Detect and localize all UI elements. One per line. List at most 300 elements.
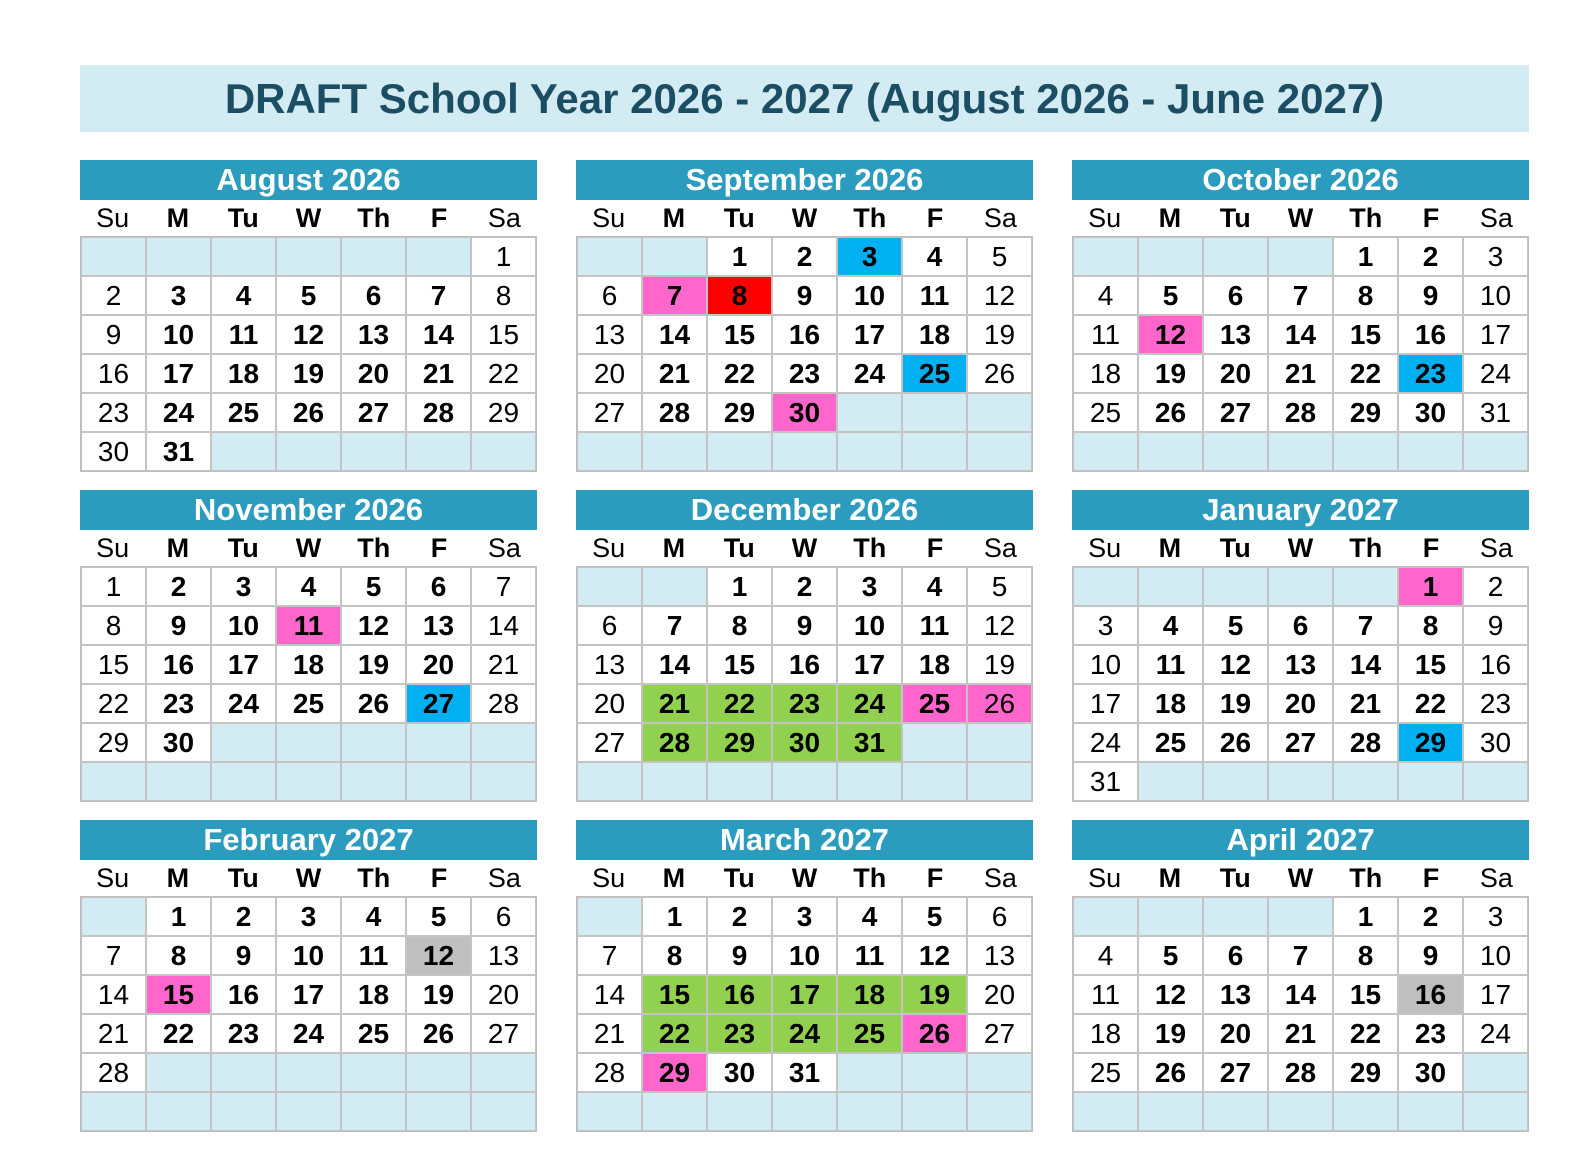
day-cell: 4 xyxy=(276,567,341,606)
day-cell: 13 xyxy=(406,606,471,645)
day-cell: 18 xyxy=(1073,1014,1138,1053)
empty-cell xyxy=(1268,762,1333,801)
empty-cell xyxy=(1073,567,1138,606)
day-cell: 6 xyxy=(967,897,1032,936)
day-cell: 17 xyxy=(146,354,211,393)
weekday-label: F xyxy=(1422,533,1440,563)
day-cell: 28 xyxy=(1268,393,1333,432)
day-cell: 25 xyxy=(1138,723,1203,762)
weekday-label: Sa xyxy=(1479,863,1513,893)
day-cell: 8 xyxy=(1398,606,1463,645)
empty-cell xyxy=(1333,1092,1398,1131)
day-cell: 1 xyxy=(707,237,772,276)
empty-cell xyxy=(1333,762,1398,801)
day-cell: 5 xyxy=(341,567,406,606)
weekday-header-row xyxy=(1072,860,1529,896)
day-cell: 9 xyxy=(707,936,772,975)
day-cell: 4 xyxy=(1073,936,1138,975)
day-cell: 12 xyxy=(276,315,341,354)
weekday-label: Tu xyxy=(1219,533,1251,563)
weekday-label: Th xyxy=(853,863,887,893)
day-cell: 1 xyxy=(1333,237,1398,276)
weekday-label: W xyxy=(1287,863,1314,893)
weekday-label: M xyxy=(1158,863,1182,893)
day-cell: 31 xyxy=(1463,393,1528,432)
empty-cell xyxy=(406,723,471,762)
day-cell: 25 xyxy=(341,1014,406,1053)
weekday-header-row xyxy=(576,860,1033,896)
weekday-label: Sa xyxy=(1479,203,1513,233)
day-cell: 2 xyxy=(146,567,211,606)
empty-cell xyxy=(967,393,1032,432)
day-grid xyxy=(576,236,1033,472)
day-cell: 18 xyxy=(211,354,276,393)
day-cell: 4 xyxy=(341,897,406,936)
day-cell: 4 xyxy=(902,237,967,276)
day-grid xyxy=(80,236,537,472)
empty-cell xyxy=(146,1092,211,1131)
day-cell: 30 xyxy=(81,432,146,471)
day-cell: 1 xyxy=(81,567,146,606)
day-cell: 9 xyxy=(211,936,276,975)
day-cell: 13 xyxy=(471,936,536,975)
day-cell: 4 xyxy=(902,567,967,606)
weekday-label: Su xyxy=(96,863,130,893)
day-cell: 11 xyxy=(1138,645,1203,684)
weekday-label: W xyxy=(295,533,322,563)
day-cell: 15 xyxy=(146,975,211,1014)
day-cell: 20 xyxy=(967,975,1032,1014)
weekday-label: Sa xyxy=(983,863,1017,893)
empty-cell xyxy=(1398,432,1463,471)
weekday-label: Sa xyxy=(983,533,1017,563)
day-cell: 23 xyxy=(1398,1014,1463,1053)
day-cell: 4 xyxy=(1138,606,1203,645)
day-cell: 23 xyxy=(1398,354,1463,393)
month-calendar xyxy=(576,490,1033,802)
empty-cell xyxy=(577,567,642,606)
day-grid xyxy=(1072,896,1529,1132)
day-cell: 31 xyxy=(1073,762,1138,801)
day-cell: 11 xyxy=(276,606,341,645)
day-cell: 13 xyxy=(341,315,406,354)
empty-cell xyxy=(276,432,341,471)
day-cell: 19 xyxy=(406,975,471,1014)
month-calendar xyxy=(576,820,1033,1132)
day-cell: 17 xyxy=(1463,315,1528,354)
day-cell: 19 xyxy=(902,975,967,1014)
day-cell: 30 xyxy=(1463,723,1528,762)
weekday-label: F xyxy=(430,203,448,233)
empty-cell xyxy=(642,237,707,276)
day-cell: 28 xyxy=(577,1053,642,1092)
empty-cell xyxy=(81,897,146,936)
empty-cell xyxy=(1203,567,1268,606)
day-cell: 30 xyxy=(772,393,837,432)
day-cell: 12 xyxy=(967,606,1032,645)
day-grid xyxy=(80,566,537,802)
day-cell: 20 xyxy=(577,684,642,723)
empty-cell xyxy=(902,723,967,762)
empty-cell xyxy=(577,762,642,801)
weekday-label: M xyxy=(1158,203,1182,233)
day-cell: 15 xyxy=(1398,645,1463,684)
day-cell: 26 xyxy=(406,1014,471,1053)
day-cell: 18 xyxy=(1138,684,1203,723)
day-cell: 1 xyxy=(1333,897,1398,936)
month-title: October 2026 xyxy=(1072,160,1529,200)
weekday-label: Th xyxy=(1349,533,1383,563)
day-cell: 1 xyxy=(471,237,536,276)
day-cell: 2 xyxy=(1398,897,1463,936)
weekday-label: Tu xyxy=(227,863,259,893)
day-cell: 19 xyxy=(967,315,1032,354)
day-cell: 25 xyxy=(211,393,276,432)
empty-cell xyxy=(1463,1053,1528,1092)
day-cell: 23 xyxy=(772,684,837,723)
day-cell: 10 xyxy=(1463,276,1528,315)
day-cell: 22 xyxy=(707,354,772,393)
weekday-header-row xyxy=(80,200,537,236)
day-cell: 28 xyxy=(642,393,707,432)
day-cell: 4 xyxy=(837,897,902,936)
day-cell: 16 xyxy=(707,975,772,1014)
empty-cell xyxy=(1463,432,1528,471)
day-cell: 8 xyxy=(707,606,772,645)
day-cell: 10 xyxy=(837,276,902,315)
day-cell: 4 xyxy=(1073,276,1138,315)
day-cell: 9 xyxy=(772,606,837,645)
weekday-label: Th xyxy=(1349,863,1383,893)
day-cell: 27 xyxy=(577,393,642,432)
day-cell: 23 xyxy=(772,354,837,393)
empty-cell xyxy=(1073,237,1138,276)
day-cell: 13 xyxy=(577,315,642,354)
day-cell: 27 xyxy=(1203,1053,1268,1092)
empty-cell xyxy=(837,762,902,801)
day-cell: 9 xyxy=(146,606,211,645)
day-cell: 12 xyxy=(406,936,471,975)
weekday-label: Sa xyxy=(487,203,521,233)
day-cell: 14 xyxy=(577,975,642,1014)
day-cell: 4 xyxy=(211,276,276,315)
day-cell: 11 xyxy=(1073,315,1138,354)
empty-cell xyxy=(406,432,471,471)
day-cell: 17 xyxy=(837,645,902,684)
empty-cell xyxy=(1268,1092,1333,1131)
empty-cell xyxy=(341,723,406,762)
empty-cell xyxy=(577,432,642,471)
day-grid xyxy=(576,566,1033,802)
day-cell: 28 xyxy=(471,684,536,723)
empty-cell xyxy=(276,1092,341,1131)
day-cell: 28 xyxy=(406,393,471,432)
day-cell: 14 xyxy=(1268,975,1333,1014)
day-cell: 5 xyxy=(276,276,341,315)
day-cell: 29 xyxy=(81,723,146,762)
empty-cell xyxy=(211,432,276,471)
empty-cell xyxy=(211,1053,276,1092)
empty-cell xyxy=(146,1053,211,1092)
weekday-label: Tu xyxy=(723,863,755,893)
weekday-label: M xyxy=(166,203,190,233)
weekday-label: W xyxy=(791,533,818,563)
day-cell: 19 xyxy=(276,354,341,393)
empty-cell xyxy=(276,762,341,801)
day-cell: 24 xyxy=(1073,723,1138,762)
day-cell: 15 xyxy=(707,315,772,354)
day-grid xyxy=(1072,566,1529,802)
empty-cell xyxy=(837,1092,902,1131)
day-grid xyxy=(80,896,537,1132)
empty-cell xyxy=(1138,1092,1203,1131)
day-cell: 23 xyxy=(211,1014,276,1053)
empty-cell xyxy=(341,762,406,801)
day-cell: 19 xyxy=(1138,354,1203,393)
day-cell: 11 xyxy=(837,936,902,975)
day-cell: 22 xyxy=(81,684,146,723)
weekday-label: F xyxy=(1422,203,1440,233)
empty-cell xyxy=(1203,1092,1268,1131)
empty-cell xyxy=(1268,897,1333,936)
empty-cell xyxy=(967,1092,1032,1131)
weekday-label: M xyxy=(166,533,190,563)
day-cell: 18 xyxy=(902,315,967,354)
day-cell: 24 xyxy=(837,354,902,393)
day-cell: 1 xyxy=(1398,567,1463,606)
day-cell: 30 xyxy=(707,1053,772,1092)
day-cell: 17 xyxy=(772,975,837,1014)
weekday-label: F xyxy=(430,863,448,893)
day-cell: 11 xyxy=(902,276,967,315)
day-cell: 22 xyxy=(146,1014,211,1053)
day-cell: 7 xyxy=(1268,936,1333,975)
empty-cell xyxy=(967,1053,1032,1092)
day-cell: 27 xyxy=(1203,393,1268,432)
empty-cell xyxy=(1073,897,1138,936)
day-cell: 22 xyxy=(471,354,536,393)
empty-cell xyxy=(1138,432,1203,471)
empty-cell xyxy=(81,762,146,801)
month-title: January 2027 xyxy=(1072,490,1529,530)
empty-cell xyxy=(1073,432,1138,471)
day-cell: 20 xyxy=(1203,354,1268,393)
empty-cell xyxy=(1333,432,1398,471)
day-cell: 13 xyxy=(577,645,642,684)
weekday-header-row xyxy=(80,860,537,896)
empty-cell xyxy=(642,1092,707,1131)
empty-cell xyxy=(1398,1092,1463,1131)
empty-cell xyxy=(276,237,341,276)
weekday-label: F xyxy=(926,533,944,563)
day-cell: 6 xyxy=(471,897,536,936)
day-cell: 6 xyxy=(341,276,406,315)
empty-cell xyxy=(902,432,967,471)
day-cell: 7 xyxy=(1268,276,1333,315)
day-cell: 3 xyxy=(211,567,276,606)
day-cell: 21 xyxy=(1333,684,1398,723)
day-cell: 29 xyxy=(707,393,772,432)
month-calendar xyxy=(80,160,537,472)
empty-cell xyxy=(341,432,406,471)
weekday-label: Su xyxy=(1088,203,1122,233)
day-cell: 7 xyxy=(642,276,707,315)
day-cell: 21 xyxy=(81,1014,146,1053)
day-cell: 18 xyxy=(341,975,406,1014)
weekday-label: Th xyxy=(357,533,391,563)
weekday-label: Th xyxy=(1349,203,1383,233)
day-cell: 24 xyxy=(1463,354,1528,393)
day-cell: 21 xyxy=(577,1014,642,1053)
day-cell: 27 xyxy=(406,684,471,723)
day-cell: 9 xyxy=(81,315,146,354)
day-cell: 14 xyxy=(471,606,536,645)
day-cell: 7 xyxy=(81,936,146,975)
weekday-header-row xyxy=(576,200,1033,236)
weekday-label: W xyxy=(295,863,322,893)
empty-cell xyxy=(471,1092,536,1131)
empty-cell xyxy=(81,237,146,276)
day-cell: 7 xyxy=(1333,606,1398,645)
day-cell: 3 xyxy=(146,276,211,315)
day-cell: 9 xyxy=(1398,936,1463,975)
empty-cell xyxy=(406,237,471,276)
day-cell: 10 xyxy=(1073,645,1138,684)
empty-cell xyxy=(1398,762,1463,801)
day-cell: 2 xyxy=(1398,237,1463,276)
day-cell: 23 xyxy=(1463,684,1528,723)
day-cell: 24 xyxy=(837,684,902,723)
day-cell: 3 xyxy=(772,897,837,936)
day-cell: 25 xyxy=(902,354,967,393)
day-cell: 28 xyxy=(642,723,707,762)
day-cell: 9 xyxy=(772,276,837,315)
day-cell: 20 xyxy=(471,975,536,1014)
day-cell: 18 xyxy=(837,975,902,1014)
day-cell: 15 xyxy=(1333,315,1398,354)
day-cell: 15 xyxy=(1333,975,1398,1014)
day-cell: 3 xyxy=(837,237,902,276)
day-cell: 20 xyxy=(577,354,642,393)
empty-cell xyxy=(642,432,707,471)
day-cell: 14 xyxy=(81,975,146,1014)
empty-cell xyxy=(837,432,902,471)
day-cell: 27 xyxy=(471,1014,536,1053)
weekday-header-row xyxy=(1072,200,1529,236)
weekday-header-row xyxy=(80,530,537,566)
day-cell: 10 xyxy=(1463,936,1528,975)
empty-cell xyxy=(211,762,276,801)
day-cell: 26 xyxy=(967,684,1032,723)
weekday-label: M xyxy=(1158,533,1182,563)
weekday-label: Th xyxy=(357,203,391,233)
day-cell: 24 xyxy=(276,1014,341,1053)
day-cell: 19 xyxy=(341,645,406,684)
day-cell: 3 xyxy=(1463,897,1528,936)
weekday-label: Su xyxy=(592,533,626,563)
weekday-header-row xyxy=(1072,530,1529,566)
empty-cell xyxy=(837,393,902,432)
empty-cell xyxy=(1268,237,1333,276)
weekday-label: Su xyxy=(96,533,130,563)
day-cell: 6 xyxy=(1203,276,1268,315)
weekday-label: M xyxy=(166,863,190,893)
day-cell: 14 xyxy=(1333,645,1398,684)
month-calendar xyxy=(1072,820,1529,1132)
day-cell: 27 xyxy=(341,393,406,432)
day-cell: 12 xyxy=(1138,315,1203,354)
weekday-label: Sa xyxy=(487,533,521,563)
day-cell: 13 xyxy=(1268,645,1333,684)
empty-cell xyxy=(1333,567,1398,606)
day-cell: 12 xyxy=(902,936,967,975)
day-cell: 13 xyxy=(967,936,1032,975)
weekday-label: M xyxy=(662,533,686,563)
day-cell: 8 xyxy=(471,276,536,315)
weekday-label: Su xyxy=(1088,533,1122,563)
day-cell: 29 xyxy=(471,393,536,432)
day-cell: 28 xyxy=(81,1053,146,1092)
day-cell: 25 xyxy=(837,1014,902,1053)
day-cell: 17 xyxy=(276,975,341,1014)
weekday-label: F xyxy=(926,203,944,233)
day-cell: 15 xyxy=(81,645,146,684)
day-cell: 25 xyxy=(902,684,967,723)
empty-cell xyxy=(341,1053,406,1092)
month-title: September 2026 xyxy=(576,160,1033,200)
day-cell: 21 xyxy=(471,645,536,684)
day-cell: 3 xyxy=(1463,237,1528,276)
day-cell: 7 xyxy=(406,276,471,315)
day-cell: 16 xyxy=(772,315,837,354)
day-cell: 5 xyxy=(1138,276,1203,315)
empty-cell xyxy=(1138,897,1203,936)
day-cell: 2 xyxy=(772,237,837,276)
empty-cell xyxy=(471,723,536,762)
empty-cell xyxy=(146,237,211,276)
empty-cell xyxy=(772,432,837,471)
day-cell: 16 xyxy=(1398,975,1463,1014)
day-cell: 26 xyxy=(276,393,341,432)
day-cell: 13 xyxy=(1203,315,1268,354)
day-cell: 16 xyxy=(211,975,276,1014)
month-title: February 2027 xyxy=(80,820,537,860)
day-cell: 26 xyxy=(902,1014,967,1053)
day-cell: 30 xyxy=(1398,1053,1463,1092)
empty-cell xyxy=(642,567,707,606)
day-cell: 20 xyxy=(341,354,406,393)
day-cell: 18 xyxy=(902,645,967,684)
day-cell: 10 xyxy=(837,606,902,645)
empty-cell xyxy=(211,237,276,276)
day-cell: 24 xyxy=(772,1014,837,1053)
day-cell: 29 xyxy=(707,723,772,762)
weekday-header-row xyxy=(576,530,1033,566)
day-cell: 16 xyxy=(1463,645,1528,684)
empty-cell xyxy=(341,237,406,276)
day-cell: 22 xyxy=(1333,354,1398,393)
day-cell: 11 xyxy=(902,606,967,645)
day-cell: 23 xyxy=(707,1014,772,1053)
day-cell: 6 xyxy=(577,606,642,645)
month-calendar xyxy=(576,160,1033,472)
empty-cell xyxy=(902,1053,967,1092)
month-title: November 2026 xyxy=(80,490,537,530)
day-cell: 17 xyxy=(837,315,902,354)
day-cell: 2 xyxy=(211,897,276,936)
day-cell: 26 xyxy=(967,354,1032,393)
day-cell: 14 xyxy=(642,315,707,354)
